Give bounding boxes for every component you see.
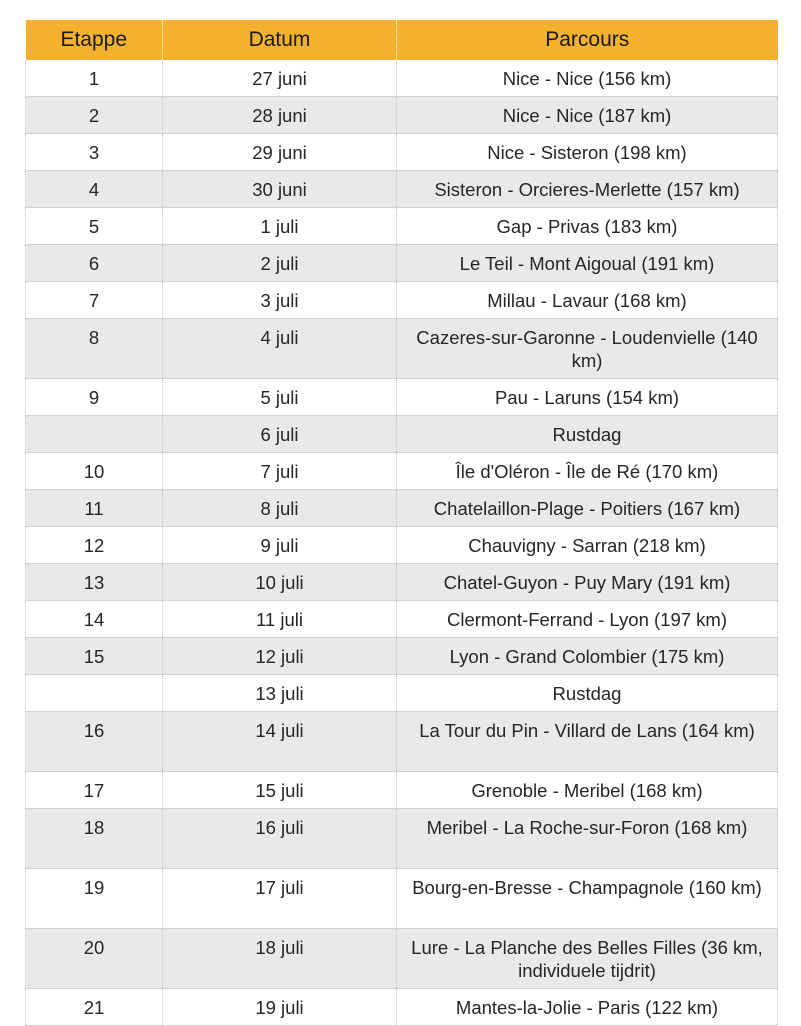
cell-etappe [26, 416, 163, 453]
table-row [26, 282, 778, 319]
table-row [26, 869, 778, 929]
cell-parcours: Chatelaillon-Plage - Poitiers (167 km) [397, 490, 778, 527]
cell-datum: 17 juli [163, 869, 397, 929]
cell-datum: 18 juli [163, 929, 397, 989]
cell-datum: 3 juli [163, 282, 397, 319]
table-row [26, 929, 778, 989]
cell-parcours: La Tour du Pin - Villard de Lans (164 km) [397, 712, 778, 772]
table-row [26, 564, 778, 601]
cell-datum: 2 juli [163, 245, 397, 282]
cell-parcours: Mantes-la-Jolie - Paris (122 km) [397, 989, 778, 1026]
cell-etappe: 4 [26, 171, 163, 208]
table-header [26, 20, 778, 60]
cell-etappe: 5 [26, 208, 163, 245]
cell-datum: 4 juli [163, 319, 397, 379]
cell-datum: 9 juli [163, 527, 397, 564]
cell-etappe: 9 [26, 379, 163, 416]
cell-datum: 29 juni [163, 134, 397, 171]
table-row [26, 379, 778, 416]
cell-etappe: 2 [26, 97, 163, 134]
cell-datum: 15 juli [163, 772, 397, 809]
header-etappe: Etappe [26, 20, 163, 60]
table-row [26, 675, 778, 712]
header-parcours: Parcours [397, 20, 778, 60]
cell-parcours: Chauvigny - Sarran (218 km) [397, 527, 778, 564]
cell-etappe: 19 [26, 869, 163, 929]
cell-parcours: Nice - Sisteron (198 km) [397, 134, 778, 171]
cell-datum: 13 juli [163, 675, 397, 712]
table-row [26, 490, 778, 527]
cell-datum: 30 juni [163, 171, 397, 208]
table-row [26, 60, 778, 97]
table-row [26, 97, 778, 134]
cell-etappe: 20 [26, 929, 163, 989]
table-row [26, 245, 778, 282]
cell-parcours: Grenoble - Meribel (168 km) [397, 772, 778, 809]
table-row [26, 319, 778, 379]
table-row [26, 453, 778, 490]
cell-etappe: 3 [26, 134, 163, 171]
cell-parcours: Lyon - Grand Colombier (175 km) [397, 638, 778, 675]
cell-datum: 14 juli [163, 712, 397, 772]
cell-parcours: Lure - La Planche des Belles Filles (36 km, individuele tijdrit) [397, 929, 778, 989]
table-row [26, 208, 778, 245]
table-row [26, 772, 778, 809]
header-row [26, 20, 778, 60]
cell-etappe: 13 [26, 564, 163, 601]
cell-etappe [26, 675, 163, 712]
cell-parcours: Gap - Privas (183 km) [397, 208, 778, 245]
table-row [26, 638, 778, 675]
cell-parcours: Nice - Nice (187 km) [397, 97, 778, 134]
cell-etappe: 8 [26, 319, 163, 379]
cell-etappe: 17 [26, 772, 163, 809]
cell-parcours: Cazeres-sur-Garonne - Loudenvielle (140 km) [397, 319, 778, 379]
cell-datum: 7 juli [163, 453, 397, 490]
cell-etappe: 16 [26, 712, 163, 772]
cell-parcours: Le Teil - Mont Aigoual (191 km) [397, 245, 778, 282]
cell-etappe: 14 [26, 601, 163, 638]
cell-etappe: 10 [26, 453, 163, 490]
cell-parcours: Chatel-Guyon - Puy Mary (191 km) [397, 564, 778, 601]
stage-table [25, 20, 778, 1026]
table-row [26, 989, 778, 1026]
cell-parcours: Sisteron - Orcieres-Merlette (157 km) [397, 171, 778, 208]
cell-datum: 6 juli [163, 416, 397, 453]
cell-parcours: Millau - Lavaur (168 km) [397, 282, 778, 319]
cell-parcours: Clermont-Ferrand - Lyon (197 km) [397, 601, 778, 638]
table-row [26, 527, 778, 564]
cell-datum: 27 juni [163, 60, 397, 97]
table-row [26, 134, 778, 171]
cell-datum: 5 juli [163, 379, 397, 416]
cell-datum: 16 juli [163, 809, 397, 869]
cell-datum: 10 juli [163, 564, 397, 601]
cell-parcours: Île d'Oléron - Île de Ré (170 km) [397, 453, 778, 490]
table-row [26, 171, 778, 208]
cell-etappe: 6 [26, 245, 163, 282]
cell-datum: 19 juli [163, 989, 397, 1026]
cell-datum: 28 juni [163, 97, 397, 134]
cell-datum: 12 juli [163, 638, 397, 675]
cell-parcours: Nice - Nice (156 km) [397, 60, 778, 97]
cell-datum: 8 juli [163, 490, 397, 527]
cell-etappe: 18 [26, 809, 163, 869]
table-row [26, 712, 778, 772]
cell-parcours: Rustdag [397, 416, 778, 453]
cell-datum: 1 juli [163, 208, 397, 245]
cell-datum: 11 juli [163, 601, 397, 638]
table-row [26, 416, 778, 453]
table-row [26, 809, 778, 869]
table-row [26, 601, 778, 638]
stage-table-container [25, 20, 777, 1026]
cell-etappe: 15 [26, 638, 163, 675]
cell-parcours: Bourg-en-Bresse - Champagnole (160 km) [397, 869, 778, 929]
cell-etappe: 12 [26, 527, 163, 564]
cell-etappe: 11 [26, 490, 163, 527]
cell-parcours: Pau - Laruns (154 km) [397, 379, 778, 416]
table-body [26, 60, 778, 1026]
header-datum: Datum [163, 20, 397, 60]
cell-etappe: 1 [26, 60, 163, 97]
cell-parcours: Rustdag [397, 675, 778, 712]
cell-etappe: 21 [26, 989, 163, 1026]
cell-parcours: Meribel - La Roche-sur-Foron (168 km) [397, 809, 778, 869]
cell-etappe: 7 [26, 282, 163, 319]
